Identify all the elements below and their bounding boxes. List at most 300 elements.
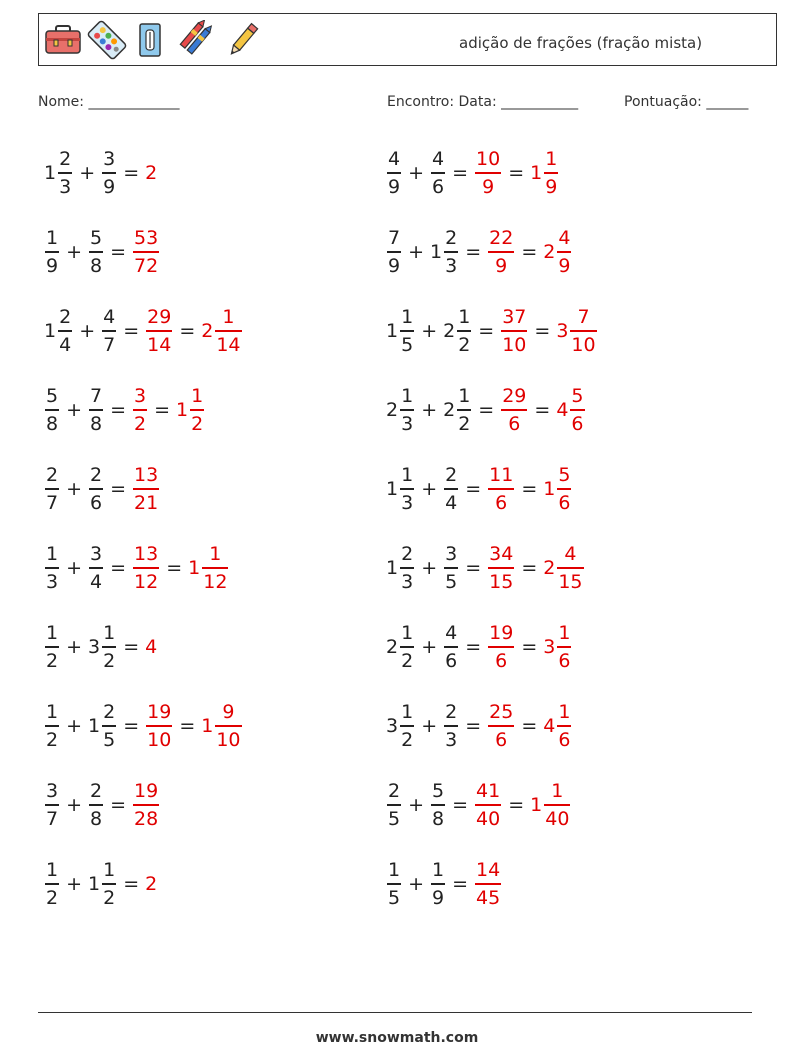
equals-sign: = — [110, 399, 127, 421]
denominator: 15 — [489, 570, 514, 593]
numerator: 5 — [558, 464, 571, 487]
problem-equation — [386, 854, 502, 914]
denominator: 10 — [147, 728, 172, 751]
numerator: 13 — [134, 543, 159, 566]
answer-value — [145, 873, 158, 895]
plus-sign: + — [408, 873, 425, 895]
denominator: 45 — [476, 886, 501, 909]
fraction — [544, 146, 558, 200]
fraction — [557, 462, 571, 516]
fraction — [488, 462, 514, 516]
equals-sign: = — [521, 241, 538, 263]
fraction — [190, 383, 204, 437]
fraction-term — [44, 225, 60, 279]
numerator: 3 — [90, 543, 103, 566]
denominator: 4 — [59, 333, 72, 356]
toolbox-icon — [43, 20, 83, 60]
equals-sign: = — [110, 557, 127, 579]
fraction — [58, 146, 72, 200]
problem-equation — [386, 143, 559, 203]
denominator: 5 — [445, 570, 458, 593]
plus-sign: + — [66, 241, 83, 263]
numerator: 3 — [134, 385, 147, 408]
fraction — [89, 541, 103, 595]
answer-value — [474, 146, 502, 200]
denominator: 2 — [191, 412, 204, 435]
equals-sign: = — [521, 636, 538, 658]
answer-value — [201, 699, 242, 753]
answer-value — [474, 778, 502, 832]
fraction — [102, 699, 116, 753]
whole-number: 1 — [430, 241, 443, 263]
plus-sign: + — [408, 241, 425, 263]
answer-value — [543, 462, 572, 516]
fraction — [387, 146, 401, 200]
fraction — [89, 225, 103, 279]
fraction — [400, 304, 414, 358]
fraction — [444, 541, 458, 595]
plus-sign: + — [66, 478, 83, 500]
fraction — [45, 541, 59, 595]
fraction-term — [88, 699, 117, 753]
denominator: 6 — [495, 491, 508, 514]
answer-value — [132, 225, 160, 279]
denominator: 40 — [476, 807, 501, 830]
denominator: 6 — [90, 491, 103, 514]
whole-number: 1 — [44, 320, 57, 342]
numerator: 2 — [103, 701, 116, 724]
plus-sign: + — [421, 636, 438, 658]
denominator: 3 — [445, 728, 458, 751]
whole-number: 2 — [201, 320, 214, 342]
denominator: 2 — [46, 649, 59, 672]
answer-value — [556, 304, 597, 358]
fraction — [146, 304, 172, 358]
fraction-term — [386, 541, 415, 595]
denominator: 2 — [46, 728, 59, 751]
problem-equation — [44, 459, 160, 519]
fraction — [475, 857, 501, 911]
whole-number: 2 — [543, 557, 556, 579]
denominator: 6 — [558, 491, 571, 514]
denominator: 6 — [432, 175, 445, 198]
fraction — [544, 778, 570, 832]
problem-equation — [386, 538, 585, 598]
fraction-term — [88, 857, 117, 911]
equals-sign: = — [465, 636, 482, 658]
denominator: 3 — [401, 412, 414, 435]
fraction-term — [88, 541, 104, 595]
problem-equation — [44, 538, 229, 598]
plus-sign: + — [66, 399, 83, 421]
fraction — [58, 304, 72, 358]
footer-url: www.snowmath.com — [315, 1030, 479, 1046]
equals-sign: = — [508, 162, 525, 184]
fraction — [400, 462, 414, 516]
fraction-term — [386, 225, 402, 279]
equals-sign: = — [465, 478, 482, 500]
fraction-term — [44, 857, 60, 911]
equals-sign: = — [179, 715, 196, 737]
whole-number: 4 — [556, 399, 569, 421]
numerator: 2 — [445, 464, 458, 487]
denominator: 6 — [495, 649, 508, 672]
crayons-icon — [177, 20, 217, 60]
fraction — [488, 541, 514, 595]
fraction-term — [386, 778, 402, 832]
fraction — [557, 225, 571, 279]
equals-sign: = — [166, 557, 183, 579]
whole-number: 3 — [386, 715, 399, 737]
fraction — [133, 225, 159, 279]
fraction — [215, 699, 241, 753]
numerator: 29 — [502, 385, 527, 408]
fraction — [501, 304, 527, 358]
denominator: 2 — [46, 886, 59, 909]
answer-value — [500, 304, 528, 358]
equals-sign: = — [521, 557, 538, 579]
denominator: 2 — [401, 728, 414, 751]
fraction — [102, 304, 116, 358]
fraction-term — [386, 620, 415, 674]
fraction-term — [44, 541, 60, 595]
fraction — [89, 778, 103, 832]
fraction — [488, 699, 514, 753]
plus-sign: + — [421, 557, 438, 579]
equals-sign: = — [521, 715, 538, 737]
fraction-term — [443, 462, 459, 516]
numerator: 7 — [388, 227, 401, 250]
denominator: 9 — [103, 175, 116, 198]
fraction-term — [430, 225, 459, 279]
problem-equation — [44, 301, 243, 361]
denominator: 7 — [46, 491, 59, 514]
equals-sign: = — [465, 557, 482, 579]
fraction — [501, 383, 527, 437]
denominator: 6 — [558, 649, 571, 672]
fraction — [444, 699, 458, 753]
whole-number: 1 — [188, 557, 201, 579]
numerator: 2 — [59, 148, 72, 171]
numerator: 1 — [401, 464, 414, 487]
denominator: 10 — [571, 333, 596, 356]
answer-value — [145, 699, 173, 753]
problem-equation — [44, 775, 160, 835]
pencil-icon — [225, 20, 261, 60]
numerator: 2 — [59, 306, 72, 329]
fraction — [488, 225, 514, 279]
fraction — [45, 699, 59, 753]
numerator: 1 — [401, 306, 414, 329]
whole-number: 3 — [556, 320, 569, 342]
whole-number: 1 — [386, 320, 399, 342]
whole-number: 2 — [386, 399, 399, 421]
plus-sign: + — [408, 794, 425, 816]
worksheet-title: adição de frações (fração mista) — [459, 34, 703, 52]
numerator: 1 — [558, 622, 571, 645]
denominator: 9 — [388, 254, 401, 277]
fraction-term — [443, 383, 472, 437]
denominator: 3 — [46, 570, 59, 593]
numerator: 2 — [46, 464, 59, 487]
problem-equation — [386, 775, 571, 835]
fraction — [570, 383, 584, 437]
fraction — [444, 620, 458, 674]
equals-sign: = — [179, 320, 196, 342]
numerator: 4 — [445, 622, 458, 645]
denominator: 3 — [445, 254, 458, 277]
fraction-term — [386, 146, 402, 200]
numerator: 37 — [502, 306, 527, 329]
whole-number: 1 — [88, 873, 101, 895]
fraction-term — [44, 699, 60, 753]
numerator: 5 — [46, 385, 59, 408]
denominator: 9 — [388, 175, 401, 198]
problem-equation — [44, 222, 160, 282]
fraction — [475, 778, 501, 832]
fraction-term — [88, 620, 117, 674]
equals-sign: = — [123, 636, 140, 658]
numerator: 53 — [134, 227, 159, 250]
equals-sign: = — [508, 794, 525, 816]
numerator: 25 — [489, 701, 514, 724]
numerator: 2 — [90, 780, 103, 803]
plus-sign: + — [421, 399, 438, 421]
answer-value — [487, 699, 515, 753]
problem-equation — [44, 143, 158, 203]
whole-number: 3 — [88, 636, 101, 658]
fraction-term — [443, 541, 459, 595]
whole-number: 1 — [88, 715, 101, 737]
fraction-term — [101, 146, 117, 200]
denominator: 15 — [558, 570, 583, 593]
equals-sign: = — [123, 873, 140, 895]
fraction-term — [443, 699, 459, 753]
numerator: 1 — [191, 385, 204, 408]
fraction — [45, 620, 59, 674]
denominator: 6 — [445, 649, 458, 672]
denominator: 2 — [401, 649, 414, 672]
problem-equation — [386, 301, 598, 361]
denominator: 2 — [103, 649, 116, 672]
denominator: 3 — [59, 175, 72, 198]
numerator: 41 — [476, 780, 501, 803]
plus-sign: + — [79, 162, 96, 184]
equals-sign: = — [452, 794, 469, 816]
answer-value — [176, 383, 205, 437]
fraction-term — [88, 225, 104, 279]
fraction-term — [44, 620, 60, 674]
denominator: 6 — [495, 728, 508, 751]
denominator: 5 — [401, 333, 414, 356]
denominator: 72 — [134, 254, 159, 277]
numerator: 5 — [571, 385, 584, 408]
fraction-term — [386, 462, 415, 516]
whole-number: 2 — [543, 241, 556, 263]
footer-divider — [38, 1012, 752, 1013]
equals-sign: = — [534, 399, 551, 421]
numerator: 1 — [458, 385, 471, 408]
equals-sign: = — [452, 873, 469, 895]
fraction-term — [443, 304, 472, 358]
answer-value — [145, 304, 173, 358]
numerator: 1 — [46, 543, 59, 566]
fraction-term — [44, 304, 73, 358]
fraction-term — [101, 304, 117, 358]
fraction — [557, 541, 583, 595]
denominator: 9 — [432, 886, 445, 909]
fraction-term — [88, 778, 104, 832]
denominator: 2 — [103, 886, 116, 909]
fraction-term — [88, 462, 104, 516]
fraction — [400, 620, 414, 674]
denominator: 6 — [558, 728, 571, 751]
numerator: 1 — [103, 622, 116, 645]
fraction — [557, 620, 571, 674]
equals-sign: = — [123, 162, 140, 184]
fraction — [457, 383, 471, 437]
numerator: 19 — [147, 701, 172, 724]
numerator: 1 — [545, 148, 558, 171]
denominator: 6 — [508, 412, 521, 435]
whole-number: 1 — [386, 478, 399, 500]
answer-value — [145, 636, 158, 658]
fraction — [570, 304, 596, 358]
plus-sign: + — [421, 715, 438, 737]
fraction — [475, 146, 501, 200]
denominator: 3 — [401, 570, 414, 593]
numerator: 29 — [147, 306, 172, 329]
answer-value — [530, 778, 571, 832]
numerator: 1 — [458, 306, 471, 329]
numerator: 10 — [476, 148, 501, 171]
numerator: 4 — [432, 148, 445, 171]
fraction-term — [44, 383, 60, 437]
fraction-term — [430, 778, 446, 832]
fraction — [215, 304, 241, 358]
numerator: 1 — [209, 543, 222, 566]
fraction — [89, 462, 103, 516]
fraction — [45, 778, 59, 832]
denominator: 5 — [388, 886, 401, 909]
answer-value — [556, 383, 585, 437]
fraction — [557, 699, 571, 753]
numerator: 1 — [558, 701, 571, 724]
answer-value — [132, 778, 160, 832]
fraction — [146, 699, 172, 753]
plus-sign: + — [66, 636, 83, 658]
denominator: 9 — [545, 175, 558, 198]
problem-equation — [386, 617, 572, 677]
score-field: Pontuação: ______ — [624, 94, 749, 110]
answer-value — [487, 225, 515, 279]
equals-sign: = — [465, 241, 482, 263]
whole-number: 4 — [543, 715, 556, 737]
denominator: 4 — [90, 570, 103, 593]
denominator: 8 — [90, 254, 103, 277]
fraction — [45, 462, 59, 516]
denominator: 8 — [90, 807, 103, 830]
denominator: 7 — [103, 333, 116, 356]
whole-number: 2 — [386, 636, 399, 658]
answer-value — [487, 541, 515, 595]
fraction — [444, 225, 458, 279]
denominator: 9 — [482, 175, 495, 198]
numerator: 1 — [46, 227, 59, 250]
answer-value — [132, 383, 148, 437]
denominator: 12 — [203, 570, 228, 593]
fraction — [102, 146, 116, 200]
sharpener-icon — [135, 20, 165, 60]
answer-value — [132, 462, 160, 516]
fraction-term — [44, 462, 60, 516]
answer-value — [188, 541, 229, 595]
numerator: 1 — [401, 385, 414, 408]
fraction — [102, 620, 116, 674]
numerator: 2 — [90, 464, 103, 487]
problem-equation — [44, 854, 158, 914]
numerator: 14 — [476, 859, 501, 882]
plus-sign: + — [421, 320, 438, 342]
denominator: 10 — [502, 333, 527, 356]
denominator: 3 — [401, 491, 414, 514]
denominator: 7 — [46, 807, 59, 830]
fraction-term — [44, 778, 60, 832]
plus-sign: + — [421, 478, 438, 500]
problem-equation — [386, 459, 572, 519]
equals-sign: = — [123, 320, 140, 342]
denominator: 2 — [458, 333, 471, 356]
equals-sign: = — [478, 399, 495, 421]
fraction-term — [88, 383, 104, 437]
fraction — [45, 225, 59, 279]
numerator: 4 — [564, 543, 577, 566]
numerator: 2 — [445, 227, 458, 250]
denominator: 10 — [216, 728, 241, 751]
whole-number: 2 — [443, 320, 456, 342]
numerator: 4 — [103, 306, 116, 329]
numerator: 1 — [103, 859, 116, 882]
fraction-term — [430, 146, 446, 200]
equals-sign: = — [478, 320, 495, 342]
denominator: 12 — [134, 570, 159, 593]
whole-number: 1 — [386, 557, 399, 579]
equals-sign: = — [465, 715, 482, 737]
numerator: 7 — [90, 385, 103, 408]
numerator: 7 — [577, 306, 590, 329]
answer-value — [487, 620, 515, 674]
problem-equation — [44, 696, 243, 756]
plus-sign: + — [408, 162, 425, 184]
fraction — [431, 146, 445, 200]
fraction — [400, 541, 414, 595]
answer-value — [201, 304, 242, 358]
denominator: 8 — [90, 412, 103, 435]
whole-number: 1 — [530, 794, 543, 816]
denominator: 5 — [388, 807, 401, 830]
numerator: 1 — [551, 780, 564, 803]
answer-value — [543, 620, 572, 674]
whole-number: 2 — [145, 162, 158, 184]
fraction-term — [386, 383, 415, 437]
fraction — [444, 462, 458, 516]
whole-number: 1 — [543, 478, 556, 500]
plus-sign: + — [66, 715, 83, 737]
fraction — [45, 383, 59, 437]
fraction — [387, 857, 401, 911]
numerator: 1 — [46, 701, 59, 724]
equals-sign: = — [154, 399, 171, 421]
